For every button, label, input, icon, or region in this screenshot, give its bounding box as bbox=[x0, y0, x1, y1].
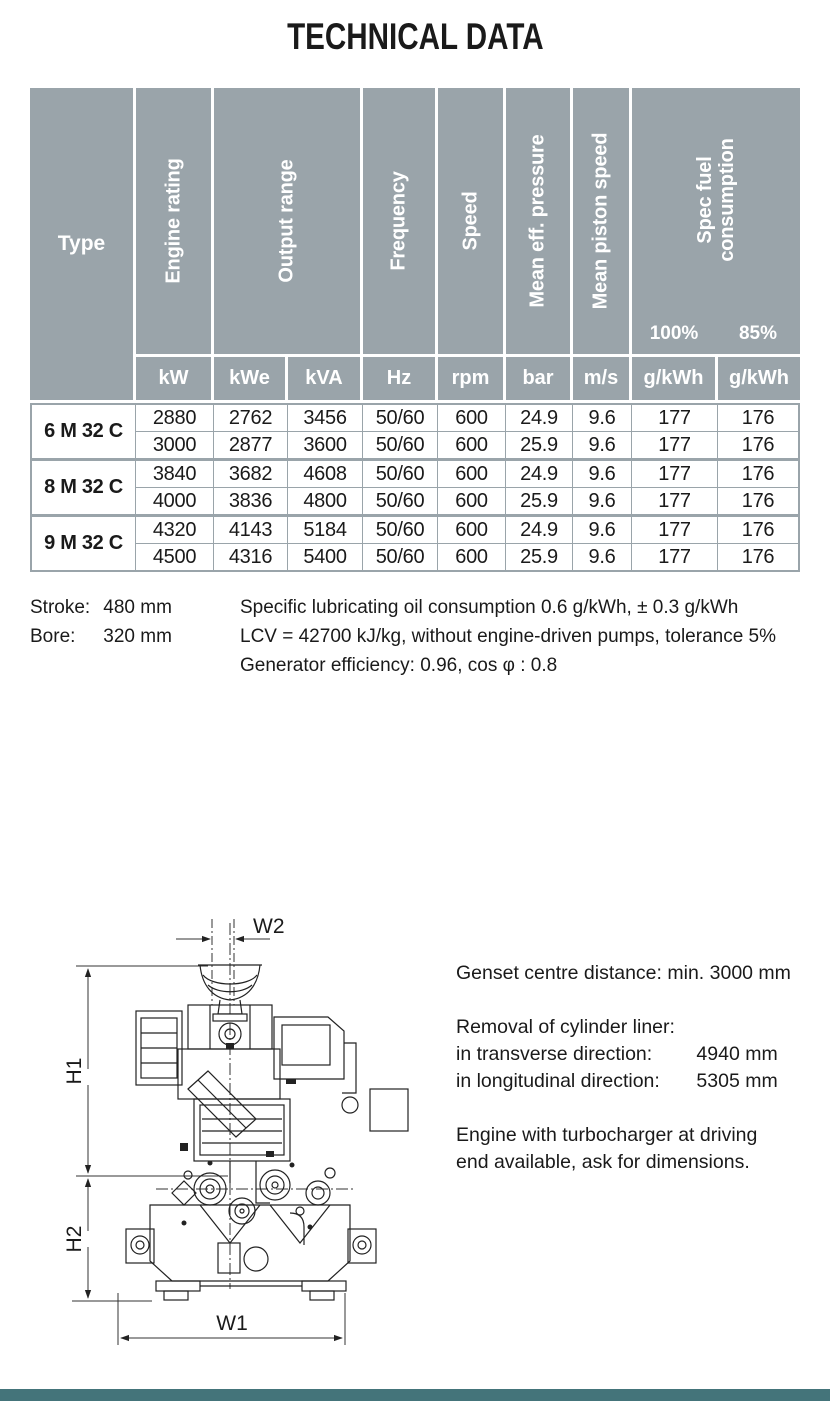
table-cell: 176 bbox=[718, 544, 800, 572]
table-cell: 24.9 bbox=[506, 515, 573, 544]
output-range-label: Output range bbox=[275, 159, 298, 283]
engine-type-cell: 9 M 32 C bbox=[30, 515, 136, 572]
info-section bbox=[456, 960, 806, 1176]
consumption-notes bbox=[240, 593, 776, 680]
unit-gkwh-100: g/kWh bbox=[632, 357, 718, 403]
table-cell: 4143 bbox=[214, 515, 288, 544]
table-cell: 4000 bbox=[136, 488, 214, 515]
turbo-note-line-1: Engine with turbocharger at driving bbox=[456, 1124, 758, 1146]
longitudinal-row bbox=[456, 1068, 806, 1095]
note-lube-oil: Specific lubricating oil consumption 0.6 g/kWh, ± 0.3 g/kWh bbox=[240, 597, 739, 618]
table-row bbox=[30, 403, 800, 432]
table-cell: 3682 bbox=[214, 459, 288, 488]
table-cell: 176 bbox=[718, 459, 800, 488]
unit-kva: kVA bbox=[288, 357, 363, 403]
stroke-label: Stroke: bbox=[30, 597, 91, 618]
unit-bar: bar bbox=[506, 357, 573, 403]
table-cell: 50/60 bbox=[363, 459, 438, 488]
unit-kwe: kWe bbox=[214, 357, 288, 403]
table-row bbox=[30, 459, 800, 488]
table-cell: 4316 bbox=[214, 544, 288, 572]
table-cell: 50/60 bbox=[363, 403, 438, 432]
load-percent-row bbox=[632, 323, 800, 345]
longitudinal-value: 5305 mm bbox=[696, 1070, 778, 1092]
table-cell: 50/60 bbox=[363, 515, 438, 544]
technical-data-table bbox=[30, 88, 800, 572]
dimension-label-h1: H1 bbox=[63, 1057, 86, 1085]
table-cell: 9.6 bbox=[573, 544, 632, 572]
bore-row bbox=[30, 622, 240, 651]
mean-eff-pressure-label: Mean eff. pressure bbox=[526, 134, 549, 308]
load-85-label: 85% bbox=[738, 323, 778, 344]
speed-label: Speed bbox=[459, 191, 481, 251]
table-cell: 4800 bbox=[288, 488, 363, 515]
table-cell: 600 bbox=[438, 515, 506, 544]
page-title: TECHNICAL DATA bbox=[286, 16, 544, 57]
mean-piston-speed-label: Mean piston speed bbox=[589, 132, 612, 310]
bore-label: Bore: bbox=[30, 626, 76, 647]
table-cell: 600 bbox=[438, 403, 506, 432]
col-header-output-range bbox=[214, 88, 363, 357]
table-cell: 25.9 bbox=[506, 488, 573, 515]
table-cell: 176 bbox=[718, 488, 800, 515]
genset-distance-line: Genset centre distance: min. 3000 mm bbox=[456, 962, 791, 984]
col-header-speed bbox=[438, 88, 506, 357]
longitudinal-label: in longitudinal direction: bbox=[456, 1070, 660, 1092]
transverse-label: in transverse direction: bbox=[456, 1043, 653, 1065]
table-cell: 24.9 bbox=[506, 403, 573, 432]
table-cell: 50/60 bbox=[363, 544, 438, 572]
table-cell: 177 bbox=[632, 488, 718, 515]
table-cell: 177 bbox=[632, 403, 718, 432]
bore-value: 320 mm bbox=[103, 626, 172, 647]
table-cell: 600 bbox=[438, 544, 506, 572]
dimension-labels bbox=[63, 915, 285, 1335]
table-cell: 4500 bbox=[136, 544, 214, 572]
type-label: Type bbox=[57, 232, 106, 255]
transverse-value: 4940 mm bbox=[696, 1043, 778, 1065]
table-row bbox=[30, 544, 800, 572]
dimension-label-w1: W1 bbox=[216, 1312, 248, 1335]
table-cell: 9.6 bbox=[573, 432, 632, 459]
table-row bbox=[30, 432, 800, 459]
col-header-frequency bbox=[363, 88, 438, 357]
footer-accent-bar bbox=[0, 1389, 830, 1401]
engine-outline bbox=[126, 965, 408, 1300]
transverse-row bbox=[456, 1041, 806, 1068]
col-header-type bbox=[30, 88, 136, 403]
table-cell: 600 bbox=[438, 459, 506, 488]
table-cell: 5400 bbox=[288, 544, 363, 572]
col-header-engine-rating bbox=[136, 88, 214, 357]
table-cell: 177 bbox=[632, 515, 718, 544]
engine-drawing bbox=[60, 893, 420, 1355]
frequency-label: Frequency bbox=[387, 171, 410, 271]
table-cell: 9.6 bbox=[573, 515, 632, 544]
table-cell: 3836 bbox=[214, 488, 288, 515]
table-cell: 4608 bbox=[288, 459, 363, 488]
table-cell: 2877 bbox=[214, 432, 288, 459]
engine-rating-label: Engine rating bbox=[162, 158, 184, 284]
unit-kw: kW bbox=[136, 357, 214, 403]
table-cell: 50/60 bbox=[363, 488, 438, 515]
unit-rpm: rpm bbox=[438, 357, 506, 403]
units-row bbox=[30, 357, 800, 403]
table-cell: 25.9 bbox=[506, 544, 573, 572]
table-row bbox=[30, 515, 800, 544]
dimension-label-w2: W2 bbox=[253, 915, 285, 938]
col-header-mean-piston-speed bbox=[573, 88, 632, 357]
table-cell: 5184 bbox=[288, 515, 363, 544]
load-100-label: 100% bbox=[649, 323, 699, 344]
unit-hz: Hz bbox=[363, 357, 438, 403]
table-body bbox=[30, 403, 800, 572]
col-header-mean-eff-pressure bbox=[506, 88, 573, 357]
table-cell: 25.9 bbox=[506, 432, 573, 459]
stroke-bore-block bbox=[30, 593, 240, 680]
table-cell: 177 bbox=[632, 544, 718, 572]
unit-gkwh-85: g/kWh bbox=[718, 357, 800, 403]
table-cell: 2880 bbox=[136, 403, 214, 432]
stroke-row bbox=[30, 593, 240, 622]
table-cell: 24.9 bbox=[506, 459, 573, 488]
table-cell: 176 bbox=[718, 403, 800, 432]
note-lcv: LCV = 42700 kJ/kg, without engine-driven pumps, tolerance 5% bbox=[240, 626, 777, 647]
table-cell: 600 bbox=[438, 488, 506, 515]
table-cell: 176 bbox=[718, 515, 800, 544]
table-row bbox=[30, 488, 800, 515]
turbo-note-line-2: end available, ask for dimensions. bbox=[456, 1151, 750, 1173]
table-cell: 3600 bbox=[288, 432, 363, 459]
table-cell: 600 bbox=[438, 432, 506, 459]
col-header-spec-fuel-consumption bbox=[632, 88, 800, 357]
unit-ms: m/s bbox=[573, 357, 632, 403]
table-cell: 9.6 bbox=[573, 459, 632, 488]
table-cell: 2762 bbox=[214, 403, 288, 432]
table-cell: 9.6 bbox=[573, 403, 632, 432]
stroke-value: 480 mm bbox=[103, 597, 172, 618]
spec-fuel-label: Spec fuel consumption bbox=[694, 138, 738, 262]
table-cell: 3840 bbox=[136, 459, 214, 488]
note-generator-efficiency: Generator efficiency: 0.96, cos φ : 0.8 bbox=[240, 655, 558, 676]
table-cell: 9.6 bbox=[573, 488, 632, 515]
dimension-label-h2: H2 bbox=[63, 1225, 86, 1253]
table-cell: 177 bbox=[632, 459, 718, 488]
table-cell: 177 bbox=[632, 432, 718, 459]
engine-type-cell: 6 M 32 C bbox=[30, 403, 136, 459]
table-cell: 3456 bbox=[288, 403, 363, 432]
engine-type-cell: 8 M 32 C bbox=[30, 459, 136, 515]
table-cell: 3000 bbox=[136, 432, 214, 459]
table-cell: 176 bbox=[718, 432, 800, 459]
table-cell: 4320 bbox=[136, 515, 214, 544]
notes-section bbox=[30, 593, 810, 680]
removal-title: Removal of cylinder liner: bbox=[456, 1016, 675, 1038]
table-cell: 50/60 bbox=[363, 432, 438, 459]
